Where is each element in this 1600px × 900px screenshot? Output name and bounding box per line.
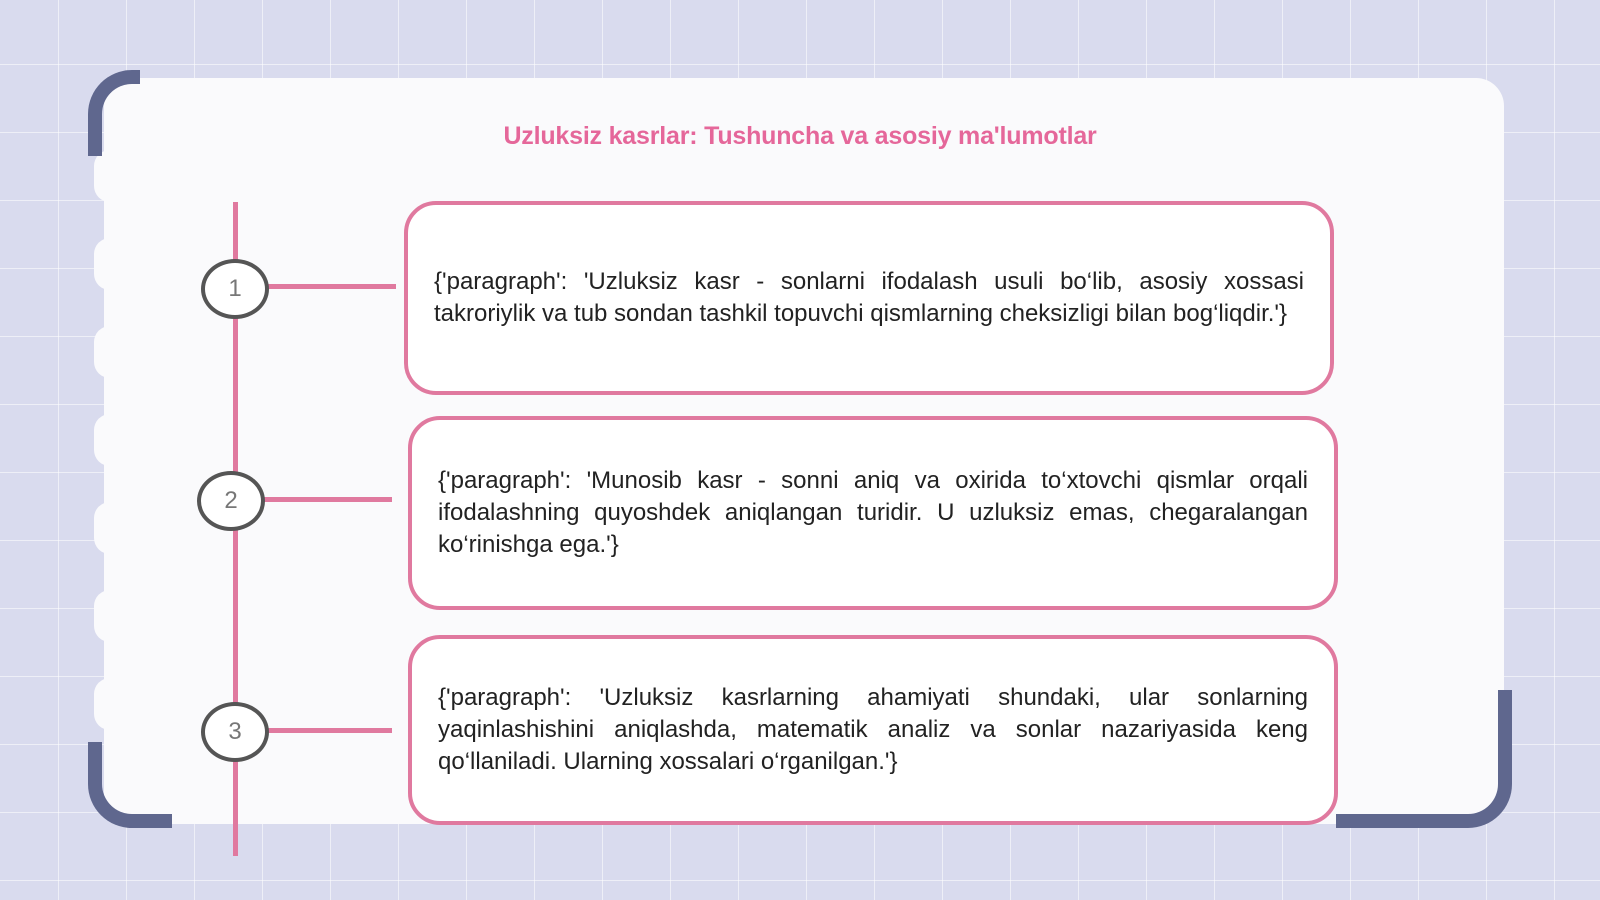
step-text: {'paragraph': 'Uzluksiz kasr - sonlarni ifodalash usuli bo‘lib, asosiy xossasi takroriylik va tub sondan tashkil topuvchi qismlarning cheksizligi bilan bog‘liqdir.'} bbox=[434, 268, 1304, 327]
timeline-connector bbox=[262, 497, 392, 502]
step-number-badge: 3 bbox=[201, 702, 269, 762]
notebook-scallop bbox=[94, 238, 126, 290]
notebook-scallop bbox=[94, 590, 126, 642]
timeline-connector bbox=[266, 728, 392, 733]
step-number-badge: 1 bbox=[201, 259, 269, 319]
notebook-scallop bbox=[94, 326, 126, 378]
step-text: {'paragraph': 'Munosib kasr - sonni aniq va oxirida to‘xtovchi qismlar orqali ifodalashning quyoshdek aniqlangan turidir. U uzluksiz emas, chegaralangan ko‘rinishga ega.'} bbox=[438, 467, 1308, 558]
timeline-connector bbox=[266, 284, 396, 289]
notebook-scallop bbox=[94, 678, 126, 730]
step-box bbox=[408, 635, 1338, 825]
slide-title: Uzluksiz kasrlar: Tushuncha va asosiy ma'lumotlar bbox=[503, 122, 1097, 150]
step-box bbox=[404, 201, 1334, 395]
step-text: {'paragraph': 'Uzluksiz kasrlarning ahamiyati shundaki, ular sonlarning yaqinlashishini aniqlashda, matematik analiz va sonlar nazariyasida keng qo‘llaniladi. Ularning xossalari o‘rganilgan.'} bbox=[438, 684, 1308, 775]
notebook-scallop bbox=[94, 502, 126, 554]
corner-bracket-top-left bbox=[88, 70, 140, 156]
step-number-badge: 2 bbox=[197, 471, 265, 531]
corner-bracket-bottom-left bbox=[88, 742, 172, 828]
step-box bbox=[408, 416, 1338, 610]
notebook-scallop bbox=[94, 150, 126, 202]
notebook-scallop bbox=[94, 414, 126, 466]
corner-bracket-bottom-right bbox=[1336, 690, 1512, 828]
